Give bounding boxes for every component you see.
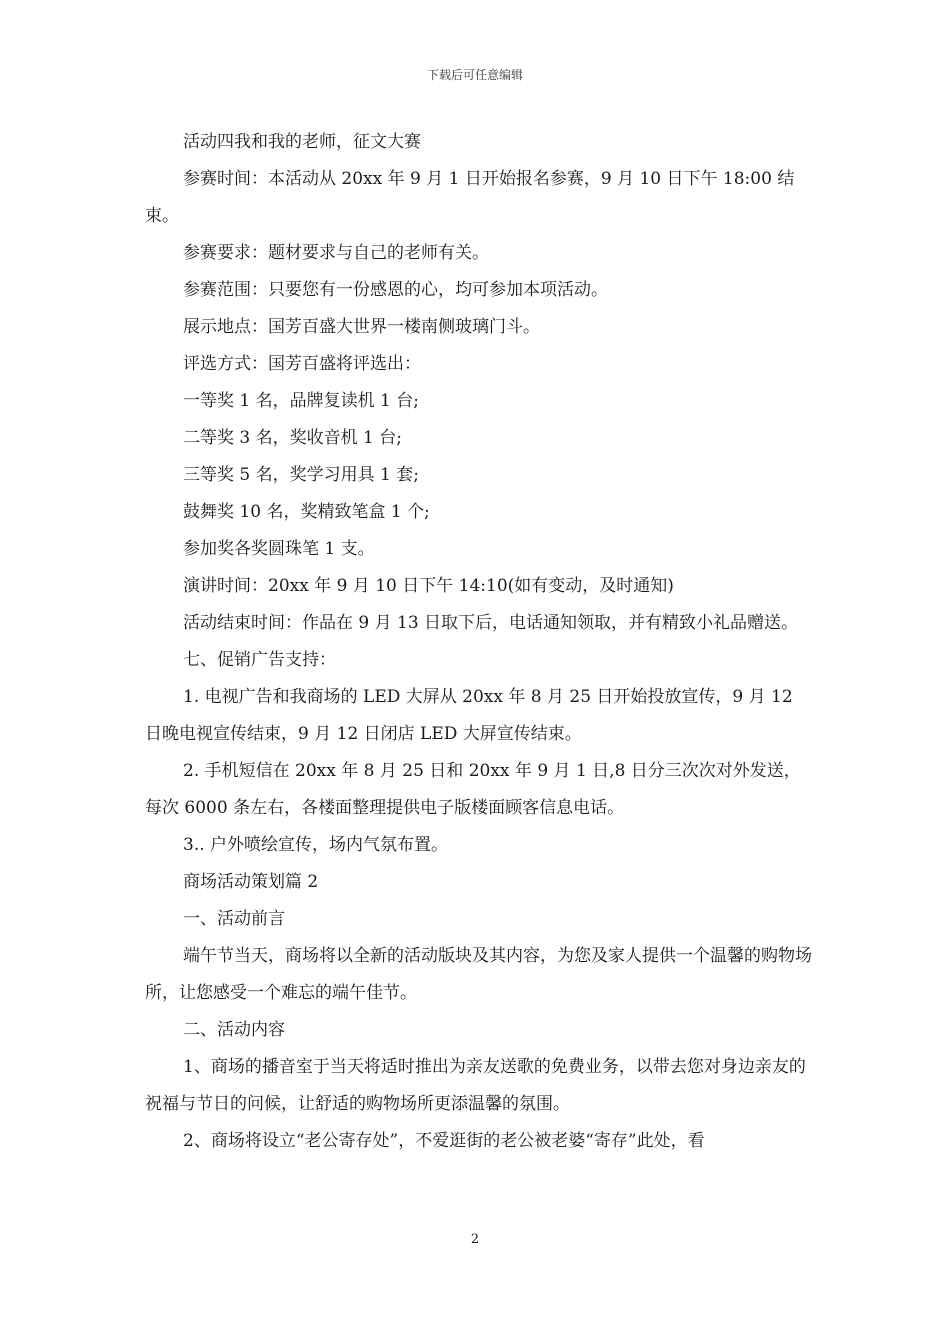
section-heading: 二、活动内容: [183, 1020, 285, 1040]
paragraph: 1、商场的播音室于当天将适时推出为亲友送歌的免费业务，以带去您对身边亲友的祝福与节日的问候，让舒适的购物场所更添温馨的氛围。: [145, 1057, 806, 1114]
paragraph: 评选方式：国芳百盛将评选出：: [183, 354, 421, 374]
paragraph: 参赛时间：本活动从 20xx 年 9 月 1 日开始报名参赛，9 月 10 日下午 18:00 结束。: [145, 169, 795, 226]
paragraph: 活动四我和我的老师，征文大赛: [183, 132, 421, 152]
paragraph: 鼓舞奖 10 名，奖精致笔盒 1 个;: [183, 502, 430, 522]
paragraph: 3.. 户外喷绘宣传，场内气氛布置。: [183, 835, 449, 855]
section-heading: 一、活动前言: [183, 909, 285, 929]
paragraph: 1. 电视广告和我商场的 LED 大屏从 20xx 年 8 月 25 日开始投放宣传，9 月 12 日晚电视宣传结束，9 月 12 日闭店 LED 大屏宣传结束。: [145, 687, 793, 744]
paragraph: 端午节当天，商场将以全新的活动版块及其内容，为您及家人提供一个温馨的购物场所，让您感受一个难忘的端午佳节。: [145, 946, 812, 1003]
paragraph: 2. 手机短信在 20xx 年 8 月 25 日和 20xx 年 9 月 1 日,8 日分三次次对外发送，每次 6000 条左右，各楼面整理提供电子版楼面顾客信息电话。: [145, 761, 801, 818]
paragraph: 一等奖 1 名，品牌复读机 1 台;: [183, 391, 419, 411]
paragraph: 参赛要求：题材要求与自己的老师有关。: [183, 243, 489, 263]
paragraph: 二等奖 3 名，奖收音机 1 台;: [183, 428, 402, 448]
paragraph: 参加奖各奖圆珠笔 1 支。: [183, 539, 375, 559]
paragraph: 参赛范围：只要您有一份感恩的心，均可参加本项活动。: [183, 280, 608, 300]
paragraph: 2、商场将设立“老公寄存处”，不爱逛街的老公被老婆“寄存”此处，看: [183, 1131, 705, 1151]
paragraph: 演讲时间：20xx 年 9 月 10 日下午 14:10(如有变动，及时通知): [183, 576, 674, 596]
page-number: 2: [470, 1232, 480, 1247]
paragraph: 活动结束时间：作品在 9 月 13 日取下后，电话通知领取，并有精致小礼品赠送。: [183, 613, 799, 633]
section-heading: 七、促销广告支持：: [183, 650, 336, 670]
article-title: 商场活动策划篇 2: [183, 872, 319, 892]
page-header: 下载后可任意编辑: [426, 68, 523, 82]
paragraph: 展示地点：国芳百盛大世界一楼南侧玻璃门斗。: [183, 317, 540, 337]
paragraph: 三等奖 5 名，奖学习用具 1 套;: [183, 465, 419, 485]
document-body: [145, 124, 815, 1160]
